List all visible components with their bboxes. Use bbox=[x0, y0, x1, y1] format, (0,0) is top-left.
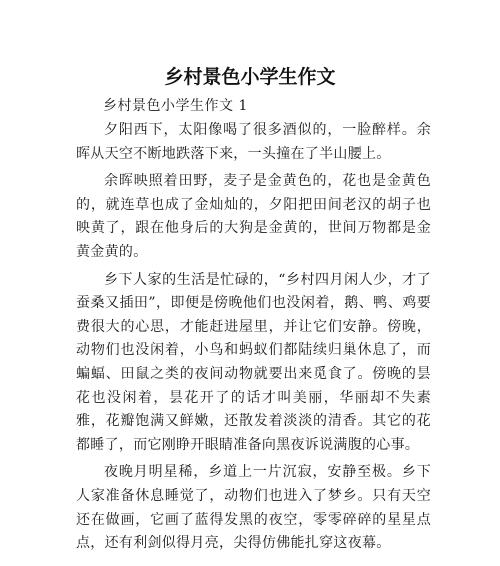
document-subtitle: 乡村景色小学生作文 1 bbox=[103, 98, 248, 114]
document-title: 乡村景色小学生作文 bbox=[164, 66, 336, 88]
paragraph: 乡下人家的生活是忙碌的，“乡村四月闲人少，才了蚕桑又插田”，即便是傍晚他们也没闲着，鹅、鸭、鸡要费很大的心思，才能赶进屋里，并让它们安静。傍晚，动物们也没闲着，小鸟和蚂蚁们都陆续归巢休息了，而蝙蝠、田鼠之类的夜间动物就要出来觅食了。傍晚的昙花也没闲着，昙花开了的话才叫美丽，华丽却不失素雅，花瓣饱满又鲜嫩，还散发着淡淡的清香。其它的花都睡了，而它刚睁开眼睛准备向黑夜诉说满腹的心事。 bbox=[76, 271, 431, 453]
paragraph: 夕阳西下，太阳像喝了很多酒似的，一脸醉样。余晖从天空不断地跌落下来，一头撞在了半山腰上。 bbox=[76, 122, 431, 162]
paragraph: 余晖映照着田野，麦子是金黄色的，花也是金黄色的，就连草也成了金灿灿的，夕阳把田间老汉的胡子也映黄了，跟在他身后的大狗是金黄的，世间万物都是金黄金黄的。 bbox=[76, 173, 431, 260]
document-body bbox=[76, 119, 431, 556]
paragraph: 夜晚月明星稀，乡道上一片沉寂，安静至极。乡下人家准备休息睡觉了，动物们也进入了梦乡。只有天空还在做画，它画了蓝得发黑的夜空，零零碎碎的星星点点，还有利剑似得月亮，尖得仿佛能扎穿这夜幕。 bbox=[76, 464, 431, 552]
